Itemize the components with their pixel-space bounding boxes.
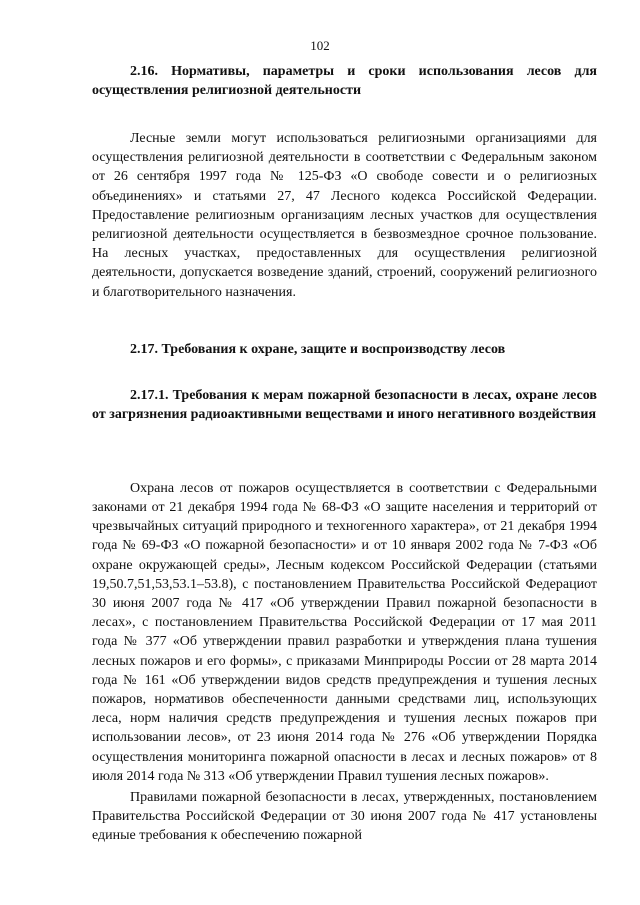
- section-paragraph-2-16: Лесные земли могут использоваться религиозными организациями для осуществления религиозной деятельности в соответствии с Федеральным законом от 26 сентября 1997 года № 125-ФЗ «О свободе совести и о религиозных объединениях» и статьями 27, 47 Лесного кодекса Российской Федерации. Предоставление религиозным организациям лесных участков для осуществления религиозной деятельности осуществляется в безвозмездное срочное пользование. На лесных участках, предоставленных для осуществления религиозной деятельности, допускается возведение зданий, строений, сооружений религиозного и благотворительного назначения.: [92, 131, 597, 300]
- section-heading-2-17-1: 2.17.1. Требования к мерам пожарной безопасности в лесах, охране лесов от загрязнения радиоактивными веществами и иного негативного воздействия: [92, 387, 597, 422]
- section-paragraph-2-17-1-fire-protection: Охрана лесов от пожаров осуществляется в соответствии с Федеральными законами от 21 декабря 1994 года № 68-ФЗ «О защите населения и территорий от чрезвычайных ситуаций природного и техногенного характера», от 21 декабря 1994 года № 69-ФЗ «О пожарной безопасности» и от 10 января 2002 года № 7-ФЗ «Об охране окружающей среды», Лесным кодексом Российской Федерации (статьями 19,50.7,51,53,53.1–53.8), с постановлением Правительства Российской Федерациот 30 июня 2007 года № 417 «Об утверждении Правил пожарной безопасности в лесах», с постановлением Правительства Российской Федерации от 17 мая 2011 года № 377 «Об утверждении правил разработки и утверждения плана тушения лесных пожаров и его формы», с приказами Минприроды России от 28 марта 2014 года № 161 «Об утверждении видов средств предупреждения и тушения лесных пожаров, нормативов обеспеченности данными средствами лиц, использующих леса, норм наличия средств предупреждения и тушения лесных пожаров при использовании лесов», от 23 июня 2014 года № 276 «Об утверждении Порядка осуществления мониторинга пожарной опасности в лесах и лесных пожаров» от 8 июля 2014 года № 313 «Об утверждении Правил тушения лесных пожаров».: [92, 480, 597, 784]
- section-heading-2-16: 2.16. Нормативы, параметры и сроки использования лесов для осуществления религиозной деятельности: [92, 64, 597, 98]
- section-paragraph-2-17-1-rules: Правилами пожарной безопасности в лесах, утвержденных, постановлением Правительства Российской Федерации от 30 июня 2007 года № 417 установлены единые требования к обеспечению пожарной: [92, 790, 597, 844]
- page-number: 102: [310, 38, 330, 53]
- page-content: [92, 62, 597, 846]
- section-heading-2-17: 2.17. Требования к охране, защите и воспроизводству лесов: [130, 341, 506, 357]
